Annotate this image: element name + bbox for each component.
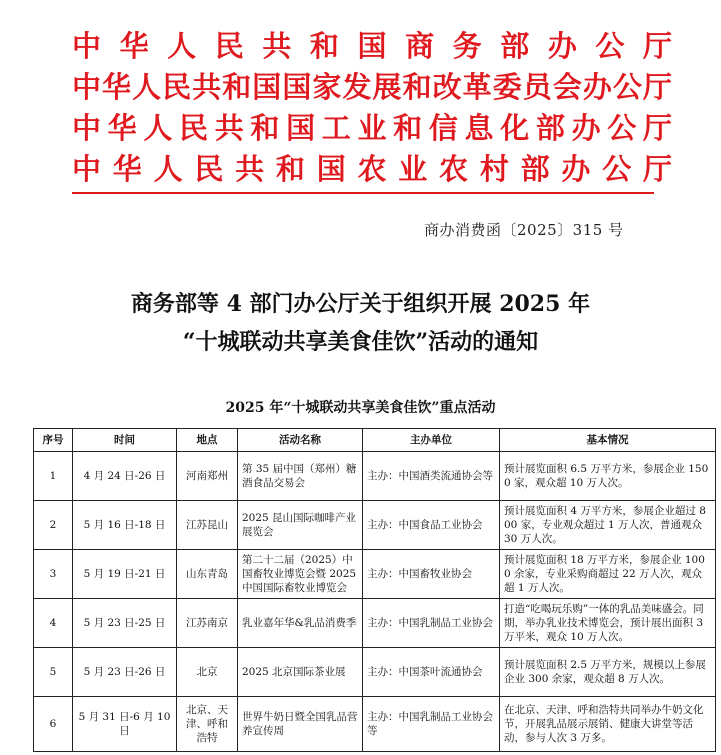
- table-row: [34, 599, 716, 648]
- table-row: [34, 501, 716, 550]
- document-number: 商办消费函〔2025〕315 号: [424, 221, 624, 239]
- cell-organizer: 主办：中国食品工业协会: [363, 501, 500, 550]
- cell-time: 4 月 24 日-26 日: [73, 452, 177, 501]
- cell-activity: 乳业嘉年华&乳品消费季: [238, 599, 363, 648]
- cell-time: 5 月 31 日-6 月 10 日: [73, 697, 177, 752]
- cell-time: 5 月 23 日-26 日: [73, 648, 177, 697]
- cell-organizer: 主办：中国酒类流通协会等: [363, 452, 500, 501]
- cell-time: 5 月 19 日-21 日: [73, 550, 177, 599]
- cell-index: 5: [34, 648, 73, 697]
- table-row: [34, 648, 716, 697]
- issuer-line: 中华人民共和国农业农村部办公厅: [72, 152, 672, 186]
- cell-location: 北京、天津、呼和浩特: [177, 697, 238, 752]
- cell-location: 山东青岛: [177, 550, 238, 599]
- document-title-line-2: “十城联动共享美食佳饮”活动的通知: [182, 329, 539, 355]
- cell-details: 预计展览面积 6.5 万平方米，参展企业 1500 家，观众超 10 万人次。: [500, 452, 716, 501]
- cell-details: 在北京、天津、呼和浩特共同举办牛奶文化节，开展乳品展示展销、健康大讲堂等活动，参与人次 3 万多。: [500, 697, 716, 752]
- red-divider: [72, 192, 654, 194]
- cell-index: 1: [34, 452, 73, 501]
- cell-activity: 世界牛奶日暨全国乳品营养宣传周: [238, 697, 363, 752]
- cell-time: 5 月 23 日-25 日: [73, 599, 177, 648]
- cell-organizer: 主办：中国乳制品工业协会: [363, 599, 500, 648]
- table-row: [34, 697, 716, 752]
- issuer-line: 中华人民共和国国家发展和改革委员会办公厅: [72, 70, 672, 104]
- header-cell: 主办单位: [363, 429, 500, 452]
- cell-organizer: 主办：中国畜牧业协会: [363, 550, 500, 599]
- cell-location: 江苏昆山: [177, 501, 238, 550]
- issuer-line: 中华人民共和国商务部办公厅: [72, 29, 672, 63]
- table-row: [34, 550, 716, 599]
- cell-details: 打造“吃喝玩乐购”一体的乳品美味盛会。同期，举办乳业技术博览会，预计展出面积 3 万平米，观众 10 万人次。: [500, 599, 716, 648]
- cell-details: 预计展览面积 2.5 万平方米，规模以上参展企业 300 余家，观众超 8 万人次。: [500, 648, 716, 697]
- header-cell: 活动名称: [238, 429, 363, 452]
- cell-index: 3: [34, 550, 73, 599]
- cell-time: 5 月 16 日-18 日: [73, 501, 177, 550]
- issuer-header: [72, 26, 672, 190]
- cell-activity: 第 35 届中国（郑州）糖酒食品交易会: [238, 452, 363, 501]
- cell-activity: 2025 昆山国际咖啡产业展览会: [238, 501, 363, 550]
- cell-location: 江苏南京: [177, 599, 238, 648]
- cell-organizer: 主办：中国乳制品工业协会等: [363, 697, 500, 752]
- cell-index: 4: [34, 599, 73, 648]
- cell-location: 河南郑州: [177, 452, 238, 501]
- activities-table: [33, 428, 716, 752]
- document-title-line-1: 商务部等 4 部门办公厅关于组织开展 2025 年: [130, 291, 591, 317]
- table-title: 2025 年“十城联动共享美食佳饮”重点活动: [225, 400, 496, 416]
- header-cell: 地点: [177, 429, 238, 452]
- cell-index: 6: [34, 697, 73, 752]
- issuer-line: 中华人民共和国工业和信息化部办公厅: [72, 111, 672, 145]
- table-header-row: [34, 429, 716, 452]
- cell-details: 预计展览面积 4 万平方米，参展企业超过 800 家，专业观众超过 1 万人次，普通观众 30 万人次。: [500, 501, 716, 550]
- cell-location: 北京: [177, 648, 238, 697]
- cell-activity: 2025 北京国际茶业展: [238, 648, 363, 697]
- header-cell: 时间: [73, 429, 177, 452]
- cell-index: 2: [34, 501, 73, 550]
- header-cell: 基本情况: [500, 429, 716, 452]
- cell-details: 预计展览面积 18 万平方米，参展企业 1000 余家，专业采购商超过 22 万人次，观众超 1 万人次。: [500, 550, 716, 599]
- cell-organizer: 主办：中国茶叶流通协会: [363, 648, 500, 697]
- header-cell: 序号: [34, 429, 73, 452]
- cell-activity: 第二十二届（2025）中国畜牧业博览会暨 2025 中国国际畜牧业博览会: [238, 550, 363, 599]
- table-row: [34, 452, 716, 501]
